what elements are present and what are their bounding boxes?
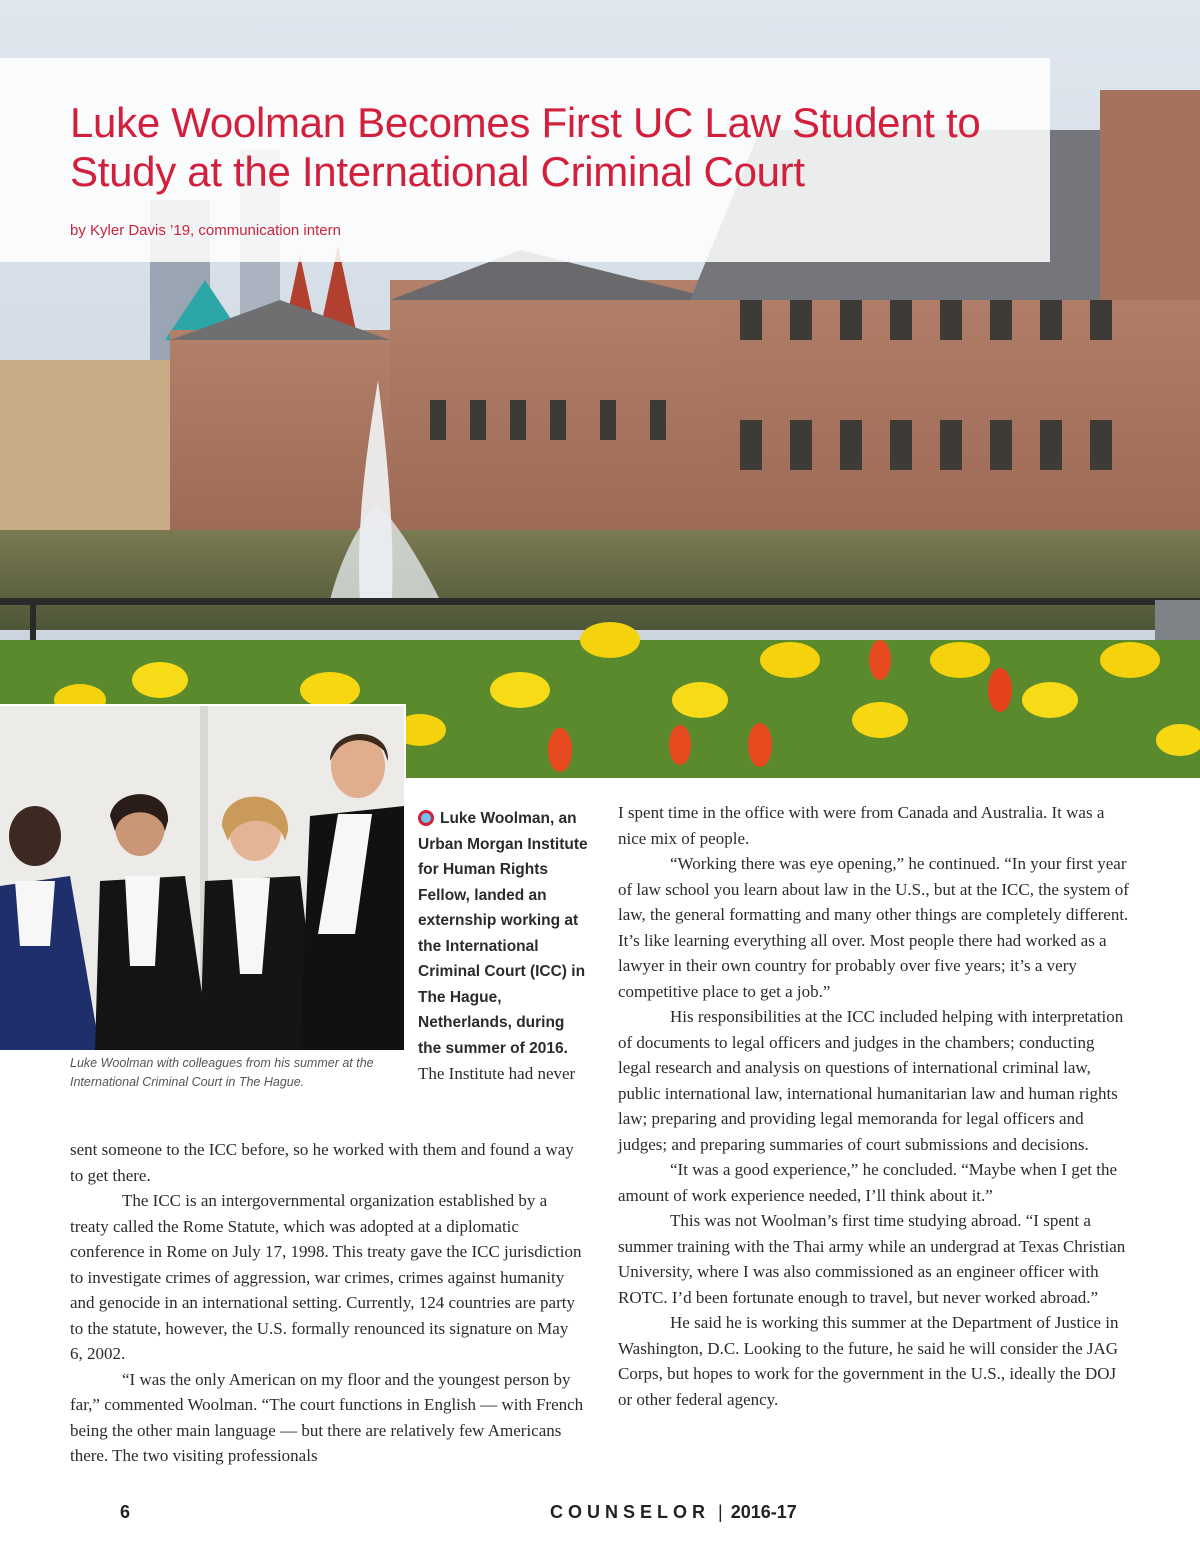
colleagues-illustration [0,706,404,1050]
footer-masthead [550,1502,797,1523]
paragraph-1-continued: sent someone to the ICC before, so he worked with them and found a way to get there. [70,1140,574,1185]
lead-regular-text: The Institute had never [418,1064,576,1083]
issue-year: 2016-17 [730,1502,797,1522]
paragraph-7: This was not Woolman’s first time studying abroad. “I spent a summer training with the Thai army while an undergrad at Texas Christian University, where I was also commissioned as an engineer officer with ROTC. I’d been fortunate enough to travel, but never worked abroad.” [618,1211,1126,1307]
column-2-text [618,800,1130,1412]
article-headline: Luke Woolman Becomes First UC Law Student to Study at the International Criminal Court [70,99,981,195]
lead-bold-text: Luke Woolman, an Urban Morgan Institute for Human Rights Fellow, landed an externship working at the International Criminal Court (ICC) in The Hague, Netherlands, during the summer of 2016. [418,810,588,1057]
colleagues-photo [0,704,406,1050]
paragraph-8: He said he is working this summer at the Department of Justice in Washington, D.C. Looking to the future, he said he will consider the JAG Corps, but hopes to work for the government in the U.S., ideally the DOJ or other federal agency. [618,1313,1119,1409]
paragraph-3: “I was the only American on my floor and the youngest person by far,” commented Woolman. “The court functions in English — with French being the other main language — but there are relatively few Americans there. The two visiting professionals [70,1369,584,1465]
paragraph-4: “Working there was eye opening,” he continued. “In your first year of law school you learn about law in the U.S., but at the ICC, the system of law, the general formatting and many other things are completely different. It’s like learning everything all over. Most people there had worked as a lawyer in their own country for probably over five years; it’s a very competitive place to get a job.” [618,854,1129,1001]
paragraph-5: His responsibilities at the ICC included helping with interpretation of documents to legal officers and judges in the chambers; conducting legal research and analysis on questions of international criminal law, public international law, international humanitarian law and human rights law; preparing and providing legal memoranda for legal officers and judges; and preparing summaries of court submissions and decisions. [618,1007,1124,1154]
page-number: 6 [120,1502,131,1522]
paragraph-2: The ICC is an intergovernmental organization established by a treaty called the Rome Statute, which was adopted at a diplomatic conference in Rome on July 17, 1998. This treaty gave the ICC jurisdiction to investigate crimes of aggression, war crimes, crimes against humanity and genocide in an international setting. Currently, 124 countries are party to the statute, however, the U.S. formally renounced its signature on May 6, 2002. [70,1191,582,1363]
paragraph-3-continued: I spent time in the office with were from Canada and Australia. It was a nice mix of people. [618,803,1105,848]
magazine-name: COUNSELOR [550,1502,711,1522]
paragraph-6: “It was a good experience,” he concluded. “Maybe when I get the amount of work experience needed, I’ll think about it.” [618,1160,1117,1205]
bullet-icon [418,810,434,826]
lead-paragraph [418,806,588,1088]
column-1-text [70,1137,585,1469]
photo-caption: Luke Woolman with colleagues from his summer at the International Criminal Court in The Hague. [70,1056,374,1089]
article-byline: by Kyler Davis ’19, communication intern [70,222,341,239]
footer-separator: | [718,1502,723,1522]
